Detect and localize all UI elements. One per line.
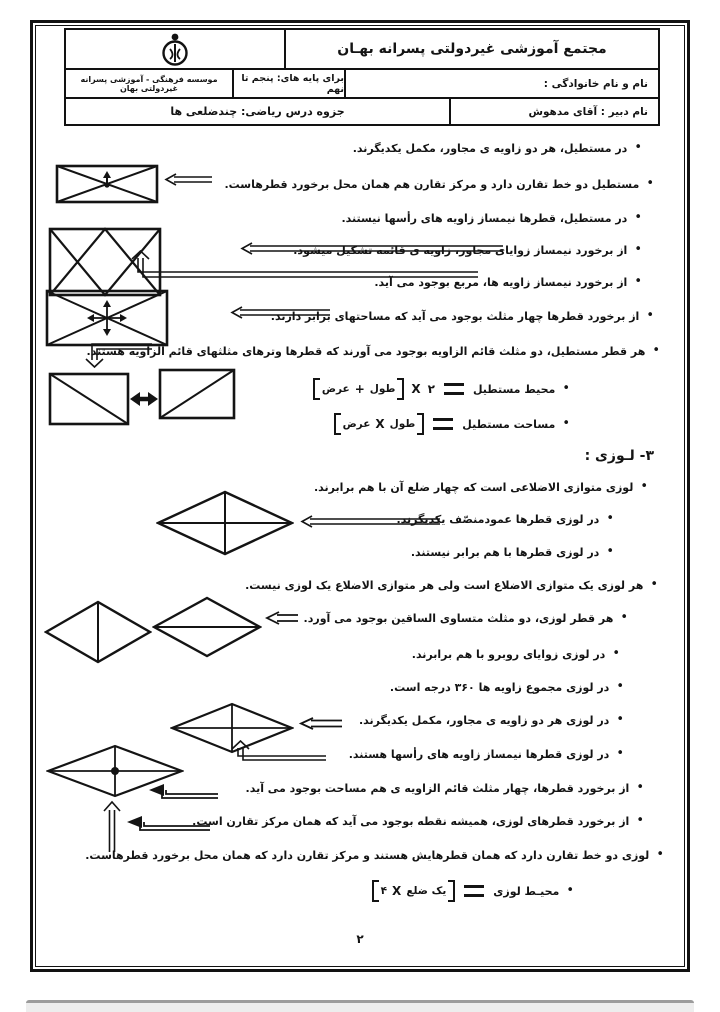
bullet-marker: • xyxy=(620,610,628,625)
student-name-label: نام و نام خانوادگی : xyxy=(344,70,658,97)
bracket-group: طول X عرض xyxy=(334,413,425,435)
booklet-title: جزوه درس ریاضی: چندضلعی ها xyxy=(170,105,345,118)
next-page-edge xyxy=(26,1000,694,1012)
rhombus-item-8: • در لوزی هر دو زاویه ی مجاور، مکمل یکدیگرند. xyxy=(358,712,624,727)
pointer-arrow-left-short xyxy=(264,610,300,626)
school-name: مجتمع آموزشی غیردولتی پسرانه بهـان xyxy=(284,30,658,68)
rhombus-item-11: • از برخورد قطرهای لوزی، همیشه نقطه بوجود می آید که همان مرکز تقارن است. xyxy=(192,813,644,828)
rect-item-1: • در مستطیل، هر دو زاویه ی مجاور، مکمل یکدیگرند. xyxy=(352,140,642,155)
rhombus-item-1: • لوزی متوازی الاضلاعی است که چهار ضلع آن با هم برابرند. xyxy=(313,479,648,494)
pointer-arrow-left xyxy=(164,173,214,186)
bullet-marker: • xyxy=(656,847,664,862)
header-row-3 xyxy=(66,97,658,124)
pointer-arrow-left xyxy=(300,515,442,528)
bracket-group: یک ضلع X ۴ xyxy=(372,880,456,902)
equals-sign xyxy=(433,418,453,430)
rect-diagonals-symmetry-figure xyxy=(55,164,159,204)
bullet-marker: • xyxy=(650,577,658,592)
bullet-marker: • xyxy=(616,712,624,727)
school-logo-cell xyxy=(66,30,284,68)
rect-item-2: • مستطیل دو خط تقارن دارد و مرکز تقارن هم همان محل برخورد قطرهاست. xyxy=(224,176,654,191)
header-row-1 xyxy=(66,30,658,68)
times-sign: X xyxy=(392,884,402,898)
times-sign: X xyxy=(375,417,385,431)
bullet-marker: • xyxy=(646,308,654,323)
rhombus-item-10: • از برخورد قطرها، چهار مثلث قائم الزاویه ی هم مساحت بوجود می آید. xyxy=(245,780,644,795)
bullet-marker: • xyxy=(562,415,570,431)
bullet-marker: • xyxy=(566,882,574,898)
bullet-marker: • xyxy=(646,176,654,191)
rhombus-item-12: • لوزی دو خط تقارن دارد که همان قطرهایش هستند و مرکز تقارن دارد که همان محل برخورد قطرهاست. xyxy=(85,847,664,862)
return-arrow-left xyxy=(126,816,212,832)
rhombus-item-2: • در لوزی قطرها عمودمنصّف یکدیگرند. xyxy=(396,511,614,526)
return-arrow-left xyxy=(148,784,220,800)
bullet-marker: • xyxy=(652,343,660,358)
rhombus-item-5: • هر قطر لوزی، دو مثلث متساوی الساقین بوجود می آورد. xyxy=(303,610,628,625)
page-number: ۲ xyxy=(356,932,364,946)
pointer-arrow-left-up-hook xyxy=(128,250,480,280)
bullet-marker: • xyxy=(606,544,614,559)
teacher-name-label: نام دبیر : آقای مدهوش xyxy=(449,99,658,124)
rhombus-item-7: • در لوزی مجموع زاویه ها ۳۶۰ درجه است. xyxy=(389,679,624,694)
grades-label: برای پایه های: پنجم تا نهم xyxy=(232,70,344,97)
rhombus-item-3: • در لوزی قطرها با هم برابر نیستند. xyxy=(410,544,614,559)
bullet-marker: • xyxy=(562,380,570,396)
rect-diagonals-four-triangles-figure xyxy=(45,289,169,347)
rhombus-item-9: • در لوزی قطرها نیمساز زاویه های رأسها هستند. xyxy=(348,746,624,761)
bullet-marker: • xyxy=(616,746,624,761)
school-logo-icon xyxy=(158,31,192,67)
formula-rhombus-perimeter: • محیـط لوزی یک ضلع X ۴ xyxy=(372,880,574,902)
institute-name: موسسه فرهنگی - آموزشی پسرانه غیردولتی بهان xyxy=(80,74,218,93)
bullet-marker: • xyxy=(636,780,644,795)
rect-item-3: • در مستطیل، قطرها نیمساز زاویه های رأسها نیستند. xyxy=(341,210,642,225)
bullet-marker: • xyxy=(616,679,624,694)
two-rectangles-triangles-figure xyxy=(48,366,236,428)
rhombus-item-6: • در لوزی زوایای روبرو با هم برابرند. xyxy=(411,646,620,661)
formula-rectangle-area: • مساحت مستطیل طول X عرض xyxy=(334,413,570,435)
header-table xyxy=(64,28,660,126)
rhombus-diagonals-figure xyxy=(156,490,294,556)
bullet-marker: • xyxy=(634,242,642,257)
equals-sign xyxy=(444,383,464,395)
pointer-arrow-left-short xyxy=(298,716,344,731)
rhombus-section-title: ۳- لـوزی : xyxy=(584,448,654,464)
bullet-marker: • xyxy=(634,274,642,289)
rect-item-7: • هر قطر مستطیل، دو مثلث قائم الزاویه بوجود می آورند که قطرها وترهای مثلثهای قائم الزاویه هستند. xyxy=(86,343,660,358)
plus-sign: + xyxy=(354,382,365,396)
pointer-arrow-left-up-hook xyxy=(228,740,328,764)
bullet-marker: • xyxy=(634,140,642,155)
times-sign: X xyxy=(411,382,421,396)
rect-item-4: • از برخورد نیمساز زوایای مجاور، زاویه ی قائمه تشکیل میشود. xyxy=(293,242,642,257)
rhombus-horizontal-diagonal-figure xyxy=(152,596,262,658)
bullet-marker: • xyxy=(634,210,642,225)
pointer-arrow-up xyxy=(102,800,122,852)
bullet-marker: • xyxy=(636,813,644,828)
rect-item-5: • از برخورد نیمساز زاویه ها، مربع بوجود می آید. xyxy=(374,274,642,289)
bullet-marker: • xyxy=(606,511,614,526)
rect-item-6: • از برخورد قطرها چهار مثلث بوجود می آید که مساحتهای برابر دارند. xyxy=(270,308,654,323)
bullet-marker: • xyxy=(612,646,620,661)
bracket-group: طول + عرض xyxy=(313,378,405,400)
equals-sign xyxy=(464,885,484,897)
formula-rectangle-perimeter: • محیط مستطیل ۲ X طول + عرض xyxy=(313,378,570,400)
pointer-arrow-left xyxy=(230,306,332,319)
bullet-marker: • xyxy=(640,479,648,494)
rhombus-vertical-diagonal-figure xyxy=(44,600,152,664)
header-row-2 xyxy=(66,68,658,97)
rhombus-item-4: • هر لوزی یک متوازی الاضلاع است ولی هر متوازی الاضلاع یک لوزی نیست. xyxy=(245,577,658,592)
